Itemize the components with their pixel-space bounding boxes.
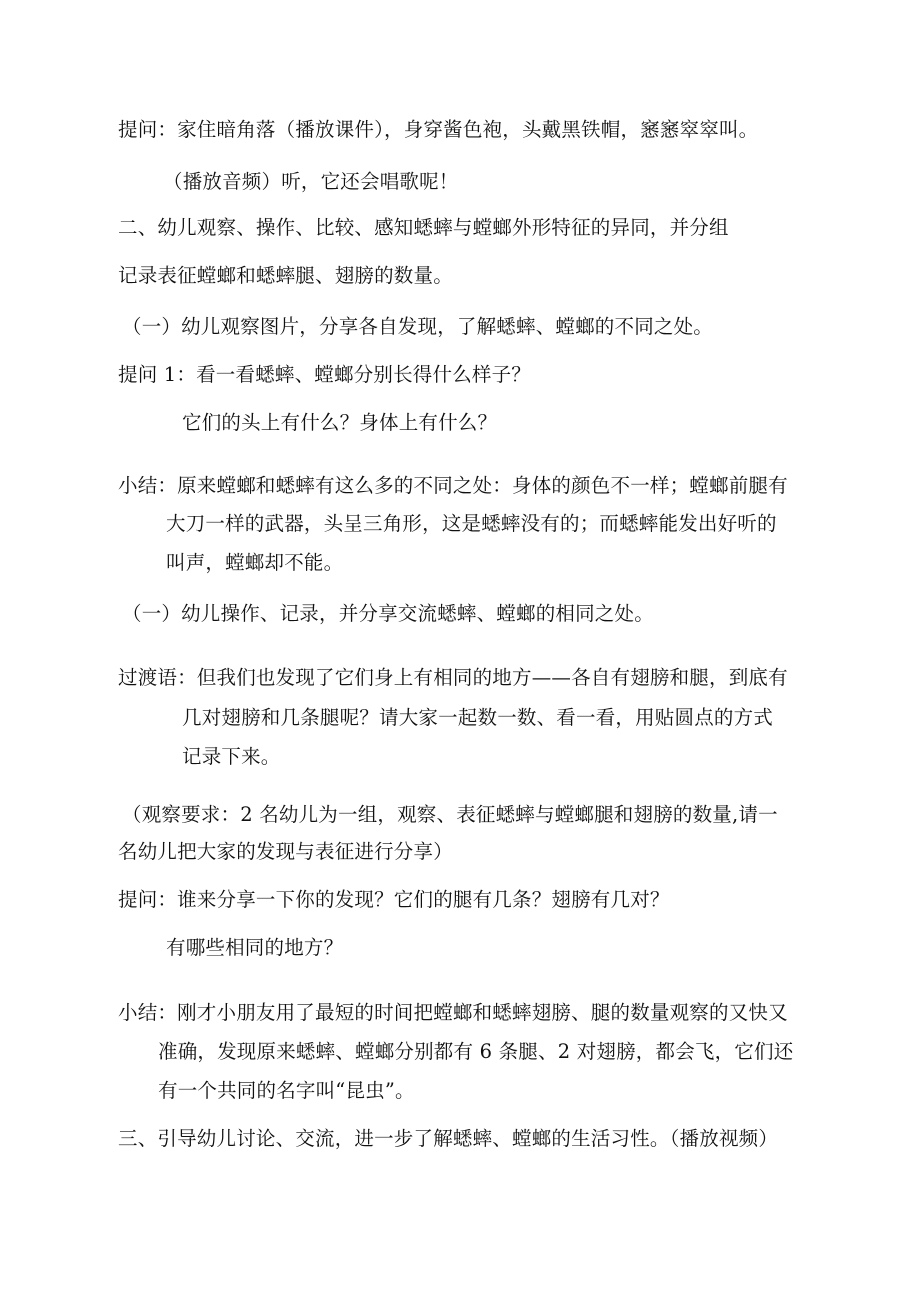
transition-words: 过渡语：但我们也发现了它们身上有相同的地方——各自有翅膀和腿，到底有 [118, 666, 788, 689]
observation-requirements-cont: 名幼儿把大家的发现与表征进行分享） [118, 840, 453, 863]
summary-differences-cont1: 大刀一样的武器，头呈三角形，这是蟋蟀没有的；而蟋蟀能发出好听的 [166, 512, 777, 535]
question-1-cont: 它们的头上有什么？身体上有什么？ [182, 411, 498, 434]
summary-insects: 小结：刚才小朋友用了最短的时间把螳螂和蟋蟀翅膀、腿的数量观察的又快又 [118, 1001, 788, 1024]
question-1: 提问 1：看一看蟋蟀、螳螂分别长得什么样子？ [118, 363, 532, 386]
summary-insects-cont1: 准确，发现原来蟋蟀、螳螂分别都有 6 条腿、2 对翅膀，都会飞，它们还 [158, 1040, 794, 1063]
section-three-heading: 三、引导幼儿讨论、交流，进一步了解蟋蟀、螳螂的生活习性。（播放视频） [118, 1127, 779, 1150]
transition-words-cont2: 记录下来。 [182, 745, 281, 768]
summary-differences: 小结：原来螳螂和蟋蟀有这么多的不同之处：身体的颜色不一样；螳螂前腿有 [118, 474, 788, 497]
question-share: 提问：谁来分享一下你的发现？它们的腿有几条？翅膀有几对？ [118, 888, 670, 911]
section-two-heading-cont: 记录表征螳螂和蟋蟀腿、翅膀的数量。 [118, 264, 453, 287]
summary-differences-cont2: 叫声，螳螂却不能。 [166, 551, 344, 574]
observation-requirements: （观察要求：2 名幼儿为一组，观察、表征蟋蟀与螳螂腿和翅膀的数量,请一 [122, 803, 778, 826]
subsection-operate-record: （一）幼儿操作、记录，并分享交流蟋蟀、螳螂的相同之处。 [122, 602, 654, 625]
question-riddle: 提问：家住暗角落（播放课件），身穿酱色袍，头戴黑铁帽，窸窸窣窣叫。 [118, 118, 759, 141]
play-audio-note: （播放音频）听，它还会唱歌呢！ [163, 170, 459, 193]
question-share-cont: 有哪些相同的地方？ [166, 936, 344, 959]
summary-insects-cont2: 有一个共同的名字叫“昆虫”。 [158, 1079, 415, 1102]
section-two-heading: 二、幼儿观察、操作、比较、感知蟋蟀与螳螂外形特征的异同，并分组 [118, 216, 729, 239]
subsection-observe-pictures: （一）幼儿观察图片，分享各自发现，了解蟋蟀、螳螂的不同之处。 [122, 315, 714, 338]
transition-words-cont1: 几对翅膀和几条腿呢？请大家一起数一数、看一看，用贴圆点的方式 [182, 706, 774, 729]
